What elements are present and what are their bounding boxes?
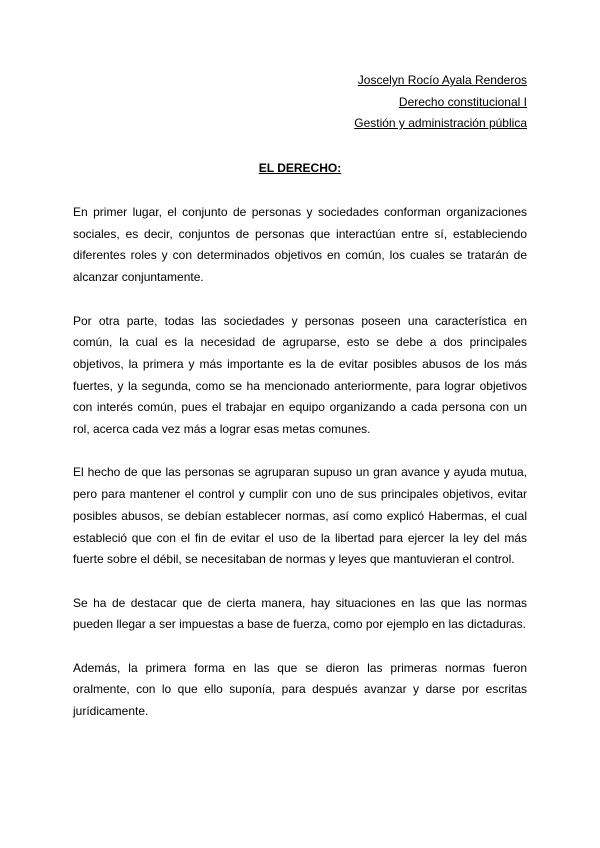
program-name: Gestión y administración pública [354,116,527,130]
paragraph: En primer lugar, el conjunto de personas y sociedades conforman organizaciones sociales, es decir, conjuntos de personas que interactúan entre sí, estableciendo diferentes roles y con determinados objetivos en común, los cuales se tratarán de alcanzar conjuntamente. [73,205,527,285]
course-name: Derecho constitucional I [398,94,527,109]
document-body [73,202,527,745]
paragraph: El hecho de que las personas se agruparan supuso un gran avance y ayuda mutua, pero para mantener el control y cumplir con uno de sus principales objetivos, evitar posibles abusos, se debían establecer normas, así como explicó Habermas, el cual estableció que con el fin de evitar el uso de la libertad para ejercer la ley del más fuerte sobre el débil, se necesitaban de normas y leyes que mantuvieran el control. [73,465,527,567]
document-header [300,70,527,135]
author-name: Joscelyn Rocío Ayala Renderos [357,73,527,87]
paragraph: Por otra parte, todas las sociedades y personas poseen una característica en común, la cual es la necesidad de agruparse, esto se debe a dos principales objetivos, la primera y más importante es la de evitar posibles abusos de los más fuertes, y la segunda, como se ha mencionado anteriormente, para lograr objetivos con interés común, pues el trabajar en equipo organizando a cada persona con un rol, acerca cada vez más a lograr esas metas comunes. [73,313,527,437]
document-title: EL DERECHO: [258,161,342,175]
paragraph: Además, la primera forma en las que se dieron las primeras normas fueron oralmente, con lo que ello suponía, para después avanzar y darse por escritas jurídicamente. [73,660,527,719]
paragraph: Se ha de destacar que de cierta manera, hay situaciones en las que las normas pueden llegar a ser impuestas a base de fuerza, como por ejemplo en las dictaduras. [73,595,527,632]
